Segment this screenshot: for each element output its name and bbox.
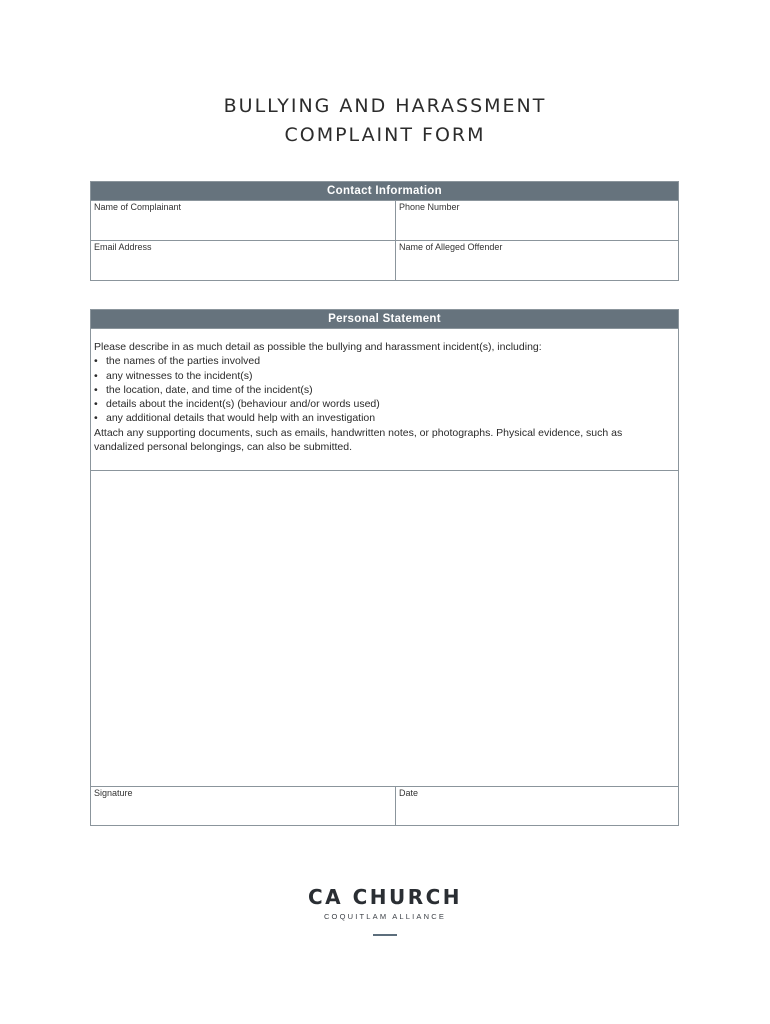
instructions-list (94, 354, 675, 425)
email-address-field[interactable] (91, 241, 395, 280)
alleged-offender-label: Name of Alleged Offender (399, 242, 503, 252)
signature-label: Signature (94, 788, 133, 798)
personal-statement-header: Personal Statement (91, 310, 678, 328)
logo-underline (373, 934, 397, 936)
contact-information-header: Contact Information (91, 182, 678, 200)
personal-statement-section (90, 309, 679, 826)
form-title (0, 92, 770, 150)
form-title-line-1: BULLYING AND HARASSMENT (223, 95, 547, 117)
email-address-label: Email Address (94, 242, 152, 252)
name-of-complainant-field[interactable] (91, 201, 395, 240)
statement-instructions (91, 328, 678, 470)
instruction-item: • the names of the parties involved (94, 354, 675, 368)
contact-information-section (90, 181, 679, 281)
church-logo (0, 885, 770, 936)
statement-writing-area[interactable] (91, 470, 678, 786)
instruction-item: • the location, date, and time of the incident(s) (94, 383, 675, 397)
instruction-item: • details about the incident(s) (behaviour and/or words used) (94, 397, 675, 411)
alleged-offender-field[interactable] (395, 241, 678, 280)
form-title-line-2: COMPLAINT FORM (284, 124, 486, 146)
phone-number-label: Phone Number (399, 202, 460, 212)
contact-row-1 (91, 200, 678, 240)
instructions-intro: Please describe in as much detail as possible the bullying and harassment incident(s), including: (94, 341, 542, 353)
date-field[interactable] (395, 787, 678, 825)
phone-number-field[interactable] (395, 201, 678, 240)
signature-row (91, 786, 678, 825)
logo-name: CA CHURCH (307, 885, 463, 909)
logo-subtitle: COQUITLAM ALLIANCE (323, 912, 447, 921)
attachment-note: Attach any supporting documents, such as emails, handwritten notes, or photographs. Physical evidence, such as vandalized personal belongings, can also be submitted. (94, 426, 623, 454)
name-of-complainant-label: Name of Complainant (94, 202, 182, 212)
contact-row-2 (91, 240, 678, 280)
instruction-item: • any additional details that would help with an investigation (94, 411, 675, 425)
instruction-item: • any witnesses to the incident(s) (94, 369, 675, 383)
signature-field[interactable] (91, 787, 395, 825)
date-label: Date (399, 788, 419, 798)
